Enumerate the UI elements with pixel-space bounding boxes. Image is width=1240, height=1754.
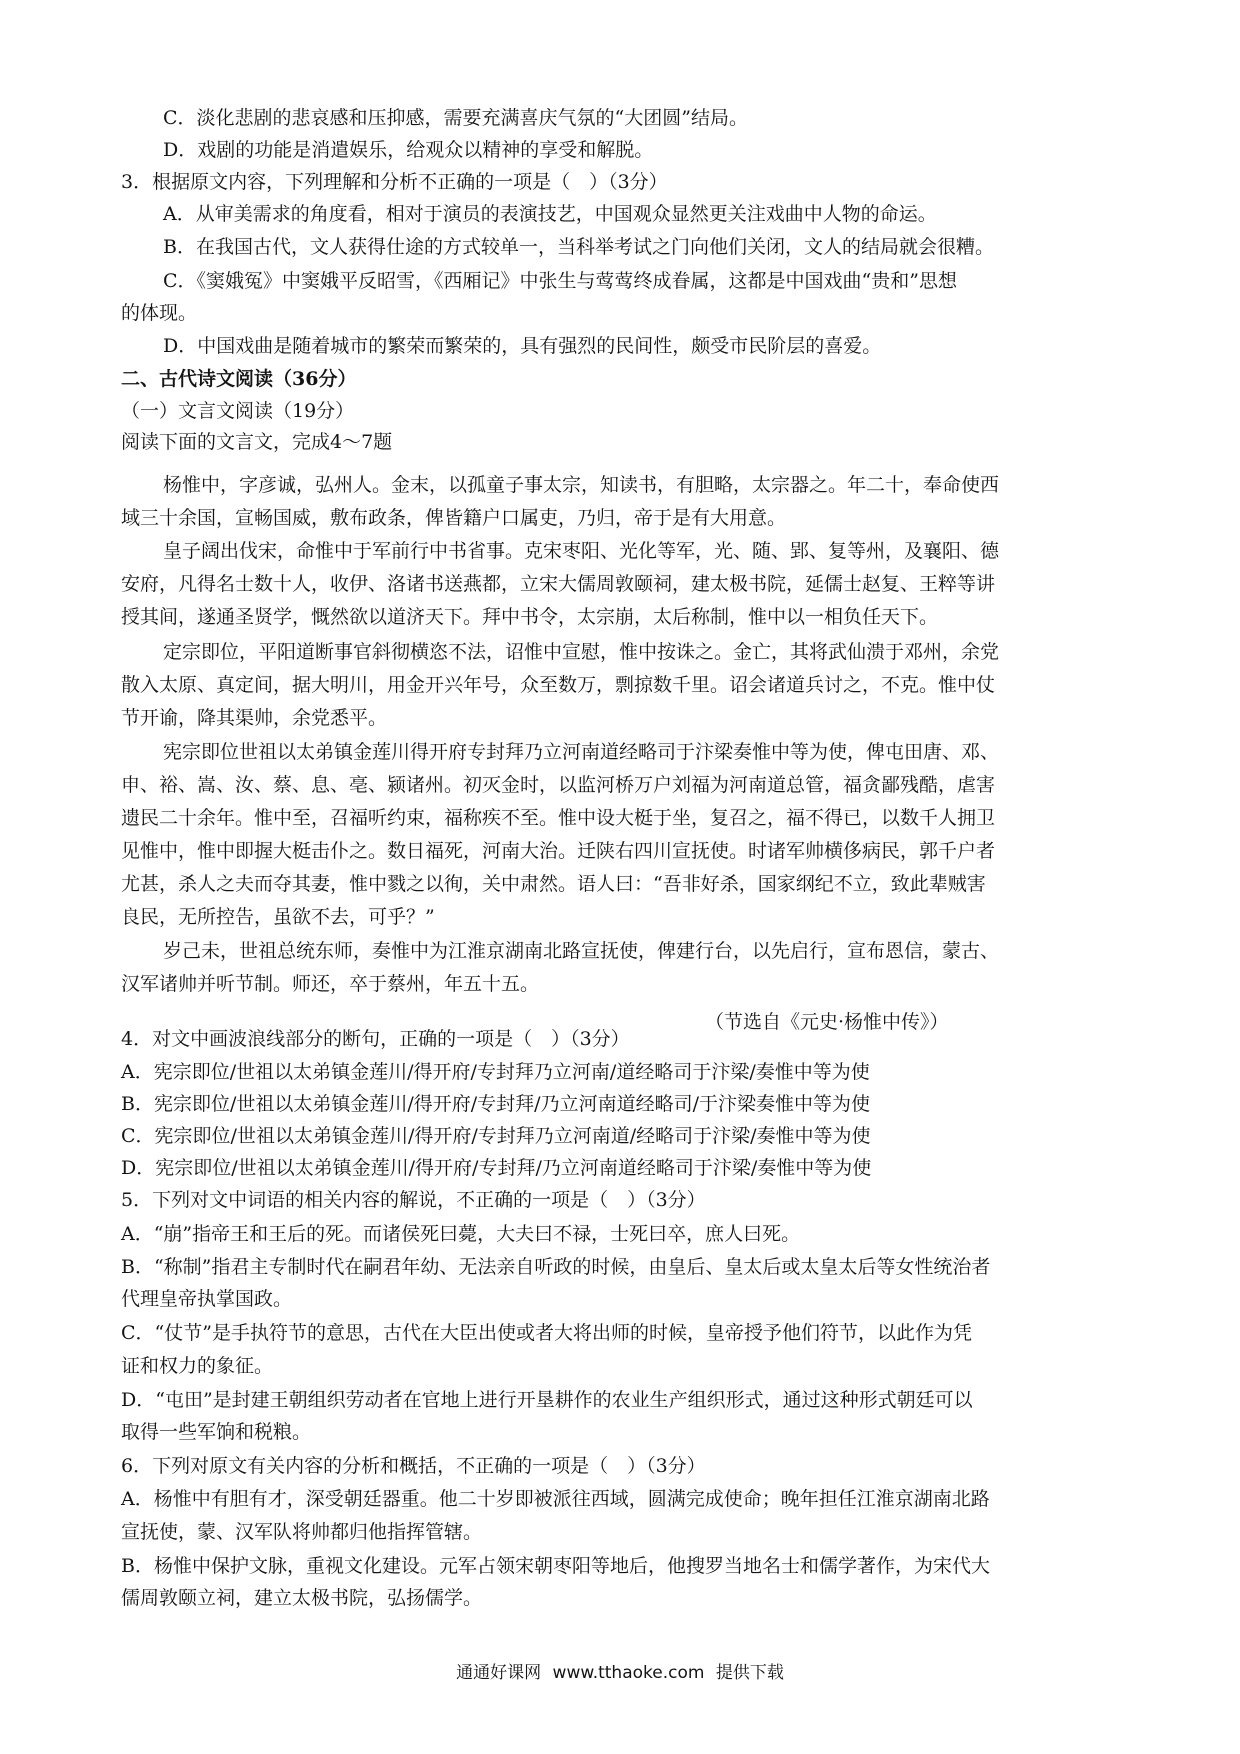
text-line: 4．对文中画波浪线部分的断句，正确的一项是（ ）（3分）: [121, 1028, 630, 1050]
text-line: 代理皇帝执掌国政。: [121, 1288, 293, 1310]
text-line: B．在我国古代，文人获得仕途的方式较单一，当科举考试之门向他们关闭，文人的结局就会很糟。: [163, 236, 994, 258]
text-line: 域三十余国，宣畅国威，敷布政条，俾皆籍户口属吏，乃归，帝于是有大用意。: [121, 507, 787, 529]
text-line: C．宪宗即位/世祖以太弟镇金莲川/得开府/专封拜乃立河南道/经略司于汴梁/奏惟中等为使: [121, 1125, 871, 1147]
text-line: A．杨惟中有胆有才，深受朝廷器重。他二十岁即被派往西域，圆满完成使命；晚年担任江淮京湖南北路: [121, 1488, 990, 1510]
text-line: 汉军诸帅并听节制。师还，卒于蔡州，年五十五。: [121, 973, 540, 995]
page-footer: [0, 1658, 1240, 1683]
text-line: B．杨惟中保护文脉，重视文化建设。元军占领宋朝枣阳等地后，他搜罗当地名士和儒学著作，为宋代大: [121, 1555, 990, 1577]
section-heading: 二、古代诗文阅读（36分）: [121, 368, 357, 390]
text-line: 杨惟中，字彦诚，弘州人。金末，以孤童子事太宗，知读书，有胆略，太宗器之。年二十，奉命使西: [163, 474, 1000, 496]
text-line: 散入太原、真定间，据大明川，用金开兴年号，众至数万，剽掠数千里。诏会诸道兵讨之，不克。惟中仗: [121, 674, 996, 696]
text-line: 节开谕，降其渠帅，余党悉平。: [121, 707, 388, 729]
text-line: D．中国戏曲是随着城市的繁荣而繁荣的，具有强烈的民间性，颇受市民阶层的喜爱。: [163, 335, 882, 357]
text-line: A．宪宗即位/世祖以太弟镇金莲川/得开府/专封拜乃立河南/道经略司于汴梁/奏惟中等为使: [121, 1061, 870, 1083]
text-line: （一）文言文阅读（19分）: [121, 400, 355, 422]
text-line: B．“称制”指君主专制时代在嗣君年幼、无法亲自听政的时候，由皇后、皇太后或太皇太后等女性统治者: [121, 1256, 991, 1278]
text-line: 定宗即位，平阳道断事官斜彻横恣不法，诏惟中宣慰，惟中按诛之。金亡，其将武仙溃于邓州，余党: [163, 641, 1000, 663]
text-line: B．宪宗即位/世祖以太弟镇金莲川/得开府/专封拜/乃立河南道经略司/于汴梁奏惟中等为使: [121, 1093, 870, 1115]
text-line: 遗民二十余年。惟中至，召福听约束，福称疾不至。惟中设大梃于坐，复召之，福不得已，以数千人拥卫: [121, 807, 996, 829]
text-line: A．从审美需求的角度看，相对于演员的表演技艺，中国观众显然更关注戏曲中人物的命运。: [163, 203, 937, 225]
text-line: 见惟中，惟中即握大梃击仆之。数日福死，河南大治。迁陕右四川宣抚使。时诸军帅横侈病民，郭千户者: [121, 840, 996, 862]
text-line: A．“崩”指帝王和王后的死。而诸侯死曰薨，大夫曰不禄，士死曰卒，庶人曰死。: [121, 1223, 801, 1245]
text-line: 授其间，遂通圣贤学，慨然欲以道济天下。拜中书令，太宗崩，太后称制，惟中以一相负任天下。: [121, 606, 939, 628]
text-line: 儒周敦颐立祠，建立太极书院，弘扬儒学。: [121, 1587, 483, 1609]
text-line: 宪宗即位世祖以太弟镇金莲川得开府专封拜乃立河南道经略司于汴梁奏惟中等为使，俾屯田唐、邓、: [163, 741, 1000, 763]
text-line: 的体现。: [121, 302, 198, 324]
text-line: 良民，无所控告，虽欲不去，可乎？”: [121, 906, 435, 928]
text-line: 皇子阔出伐宋，命惟中于军前行中书省事。克宋枣阳、光化等军，光、随、郢、复等州，及襄阳、德: [163, 540, 1000, 562]
text-line: 证和权力的象征。: [121, 1355, 274, 1377]
text-line: 取得一些军饷和税粮。: [121, 1421, 312, 1443]
text-line: 3．根据原文内容，下列理解和分析不正确的一项是（ ）（3分）: [121, 171, 668, 193]
text-line: 尤甚，杀人之夫而夺其妻，惟中戮之以徇，关中肃然。语人曰：“吾非好杀，国家纲纪不立，致此辈贼害: [121, 873, 986, 895]
text-line: D．宪宗即位/世祖以太弟镇金莲川/得开府/专封拜/乃立河南道经略司于汴梁/奏惟中等为使: [121, 1157, 872, 1179]
text-line: 阅读下面的文言文，完成4～7题: [121, 431, 393, 453]
source-citation: （节选自《元史·杨惟中传》）: [705, 1011, 949, 1033]
text-line: 5．下列对文中词语的相关内容的解说，不正确的一项是（ ）（3分）: [121, 1189, 706, 1211]
text-line: C．《窦娥冤》中窦娥平反昭雪，《西厢记》中张生与莺莺终成眷属，这都是中国戏曲“贵和”思想: [163, 270, 957, 292]
text-line: 岁己未，世祖总统东师，奏惟中为江淮京湖南北路宣抚使，俾建行台，以先启行，宣布恩信，蒙古、: [163, 940, 1000, 962]
text-line: C．淡化悲剧的悲哀感和压抑感，需要充满喜庆气氛的“大团圆”结局。: [163, 107, 748, 129]
footer-url[interactable]: www.tthaoke.com: [552, 1663, 705, 1683]
text-line: D．戏剧的功能是消遣娱乐，给观众以精神的享受和解脱。: [163, 139, 654, 161]
text-line: D．“屯田”是封建王朝组织劳动者在官地上进行开垦耕作的农业生产组织形式，通过这种形式朝廷可以: [121, 1389, 973, 1411]
text-line: 宣抚使，蒙、汉军队将帅都归他指挥管辖。: [121, 1521, 483, 1543]
footer-site-name: 通通好课网: [456, 1663, 542, 1683]
text-line: 6．下列对原文有关内容的分析和概括，不正确的一项是（ ）（3分）: [121, 1455, 706, 1477]
text-line: 安府，凡得名士数十人，收伊、洛诸书送燕都，立宋大儒周敦颐祠，建太极书院，延儒士赵复、王粹等讲: [121, 573, 996, 595]
text-line: 申、裕、嵩、汝、蔡、息、亳、颍诸州。初灭金时，以监河桥万户刘福为河南道总管，福贪鄙残酷，虐害: [121, 774, 996, 796]
text-line: C．“仗节”是手执符节的意思，古代在大臣出使或者大将出师的时候，皇帝授予他们符节，以此作为凭: [121, 1322, 972, 1344]
footer-suffix: 提供下载: [715, 1663, 784, 1683]
